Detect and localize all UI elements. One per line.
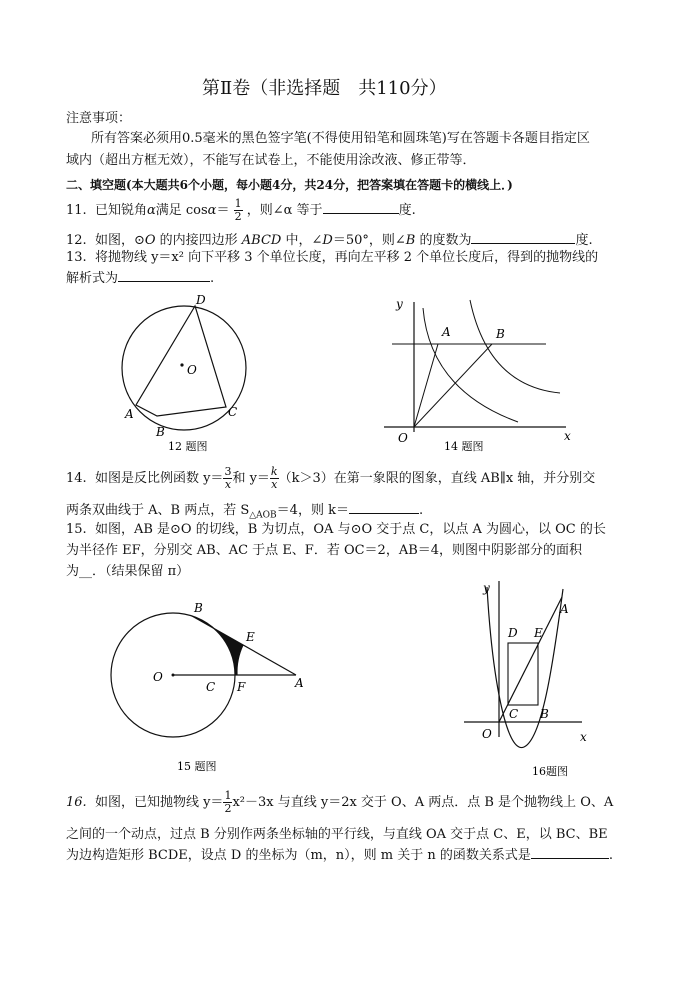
label-x: x — [564, 429, 571, 443]
notice-line-2: 域内（超出方框无效），不能写在试卷上，不能使用涂改液、修正带等． — [66, 153, 476, 168]
fraction-denominator: 2 — [234, 210, 242, 223]
label-o: O — [482, 727, 492, 741]
label-b: B — [194, 601, 203, 615]
shaded-region — [192, 616, 243, 675]
figure-caption: 12 题图 — [168, 440, 208, 453]
q14-text-line2b: ＝4，则 k＝ — [276, 503, 349, 518]
question-number: 13. — [66, 250, 87, 265]
label-b: B — [156, 425, 165, 439]
q12-text-e: 的度数为 — [415, 233, 472, 248]
q15-line-1: 如图，AB 是⊙O 的切线，B 为切点，OA 与⊙O 交于点 C，以点 A 为圆心，以 OC 的长 — [94, 522, 606, 537]
figure-14 — [378, 290, 588, 458]
fraction-numerator: 1 — [234, 197, 242, 210]
label-y: y — [483, 581, 490, 595]
q16-line-3-wrap — [66, 846, 613, 865]
fraction-denominator: 2 — [224, 802, 232, 815]
label-y: y — [396, 297, 403, 311]
question-number: 16. — [66, 795, 87, 810]
figure-caption: 14 题图 — [444, 440, 484, 453]
q11-text-d: ，则∠α 等于 — [246, 203, 323, 218]
answer-blank[interactable] — [531, 846, 609, 859]
question-number: 12. — [66, 233, 87, 248]
q12-d: D — [322, 233, 333, 248]
quadrilateral-abcd — [136, 306, 226, 416]
label-a: A — [560, 602, 569, 616]
q14-fraction-2 — [270, 466, 279, 491]
center-dot — [180, 363, 183, 366]
label-a: A — [125, 407, 134, 421]
parabola — [487, 587, 563, 748]
label-c: C — [509, 707, 519, 721]
answer-blank[interactable] — [118, 269, 210, 282]
q12-text-a: 如图，⊙ — [94, 233, 145, 248]
figure-12 — [108, 290, 258, 460]
question-11 — [66, 198, 416, 223]
center-dot — [172, 674, 175, 677]
q16-tail: . — [608, 848, 614, 863]
q11-text-b: 满足 cos — [155, 203, 208, 218]
label-o: O — [398, 431, 408, 445]
label-c: C — [228, 405, 238, 419]
q15-line-2: 为半径作 EF，分别交 AB、AC 于点 E、F．若 OC＝2，AB＝4，则图中阴影部分的面积 — [66, 543, 583, 558]
q12-text-d: ＝50°，则∠ — [332, 233, 406, 248]
label-d: D — [196, 293, 206, 307]
figure-caption: 16题图 — [532, 765, 568, 778]
fraction-denominator: x — [224, 478, 232, 491]
q13-tail: . — [210, 271, 215, 286]
label-c: C — [206, 680, 216, 694]
figure-15 — [100, 595, 330, 775]
q14-tail: . — [418, 503, 424, 518]
q11-fraction — [234, 198, 243, 223]
label-a: A — [442, 325, 451, 339]
section-heading: 二、填空题(本大题共6个小题，每小题4分，共24分，把答案填在答题卡的横线上．) — [66, 178, 513, 192]
tangent-ab — [192, 616, 296, 675]
q12-o: O — [144, 233, 156, 248]
q12-text-b: 的内接四边形 — [155, 233, 242, 248]
question-15 — [66, 521, 606, 539]
label-f: F — [237, 680, 246, 694]
q14-text-b: 和 y＝ — [232, 471, 270, 486]
figure-caption: 15 题图 — [177, 760, 217, 773]
q13-line-1: 将抛物线 y＝x² 向下平移 3 个单位长度，再向左平移 2 个单位长度后，得到的抛物线的 — [94, 250, 599, 265]
label-o: O — [187, 363, 197, 377]
question-12 — [66, 231, 593, 250]
q12-text-f: 度. — [575, 233, 593, 248]
fraction-numerator: 3 — [224, 465, 232, 478]
q16-text-b: x²－3x 与直线 y＝2x 交于 O、A 两点．点 B 是个抛物线上 O、A — [232, 795, 614, 810]
hyperbola-k-over-x — [470, 300, 560, 393]
q14-text-a: 如图是反比例函数 y＝ — [94, 471, 224, 486]
label-e: E — [534, 626, 543, 640]
fraction-numerator: k — [270, 465, 278, 478]
label-d: D — [508, 626, 518, 640]
hyperbola-3-over-x — [423, 308, 518, 422]
answer-blank[interactable] — [349, 501, 419, 514]
q12-abcd: ABCD — [241, 233, 282, 248]
q15-line-3: 为__．（结果保留 π） — [66, 564, 190, 579]
notice-line-1: 所有答案必须用0.5毫米的黑色签字笔(不得使用铅笔和圆珠笔)写在答题卡各题目指定区 — [91, 131, 590, 146]
q16-line-3: 为边构造矩形 BCDE，设点 D 的坐标为（m，n），则 m 关于 n 的函数关系式是 — [66, 848, 531, 863]
q14-text-c: （k＞3）在第一象限的图象，直线 AB∥x 轴，并分别交 — [278, 471, 596, 486]
figure-16 — [450, 575, 600, 783]
label-b: B — [496, 327, 505, 341]
q14-subscript: △AOB — [249, 510, 277, 521]
notice-heading: 注意事项： — [66, 111, 132, 126]
question-number: 15. — [66, 522, 87, 537]
q11-text-a: 已知锐角 — [94, 203, 147, 218]
q14-text-line2a: 两条双曲线于 A、B 两点，若 S — [66, 503, 250, 518]
q11-text-e: 度. — [398, 203, 416, 218]
q11-text-c: ＝ — [216, 203, 230, 218]
label-x: x — [580, 730, 587, 744]
label-o: O — [153, 670, 163, 684]
fraction-numerator: 1 — [224, 789, 232, 802]
q13-line-2: 解析式为 — [66, 271, 119, 286]
answer-blank[interactable] — [323, 201, 399, 214]
question-13 — [66, 249, 598, 267]
question-14 — [66, 466, 595, 491]
q13-line-2-wrap — [66, 269, 214, 288]
answer-blank[interactable] — [471, 231, 575, 244]
label-e: E — [246, 630, 255, 644]
fraction-denominator: x — [271, 478, 278, 491]
question-16 — [66, 790, 613, 815]
question-number: 14. — [66, 471, 87, 486]
q16-text-a: 如图，已知抛物线 y＝ — [94, 795, 224, 810]
q12-text-c: 中，∠ — [281, 233, 323, 248]
question-number: 11. — [66, 203, 87, 218]
page-title: 第Ⅱ卷（非选择题 共110分） — [202, 78, 447, 99]
q11-alpha: α — [146, 203, 156, 218]
q12-b: B — [405, 233, 416, 248]
q16-line-2: 之间的一个动点，过点 B 分别作两条坐标轴的平行线，与直线 OA 交于点 C、E，以 BC、BE — [66, 827, 608, 842]
label-a: A — [295, 676, 304, 690]
q11-alpha-2: α — [207, 203, 217, 218]
label-b: B — [540, 707, 549, 721]
